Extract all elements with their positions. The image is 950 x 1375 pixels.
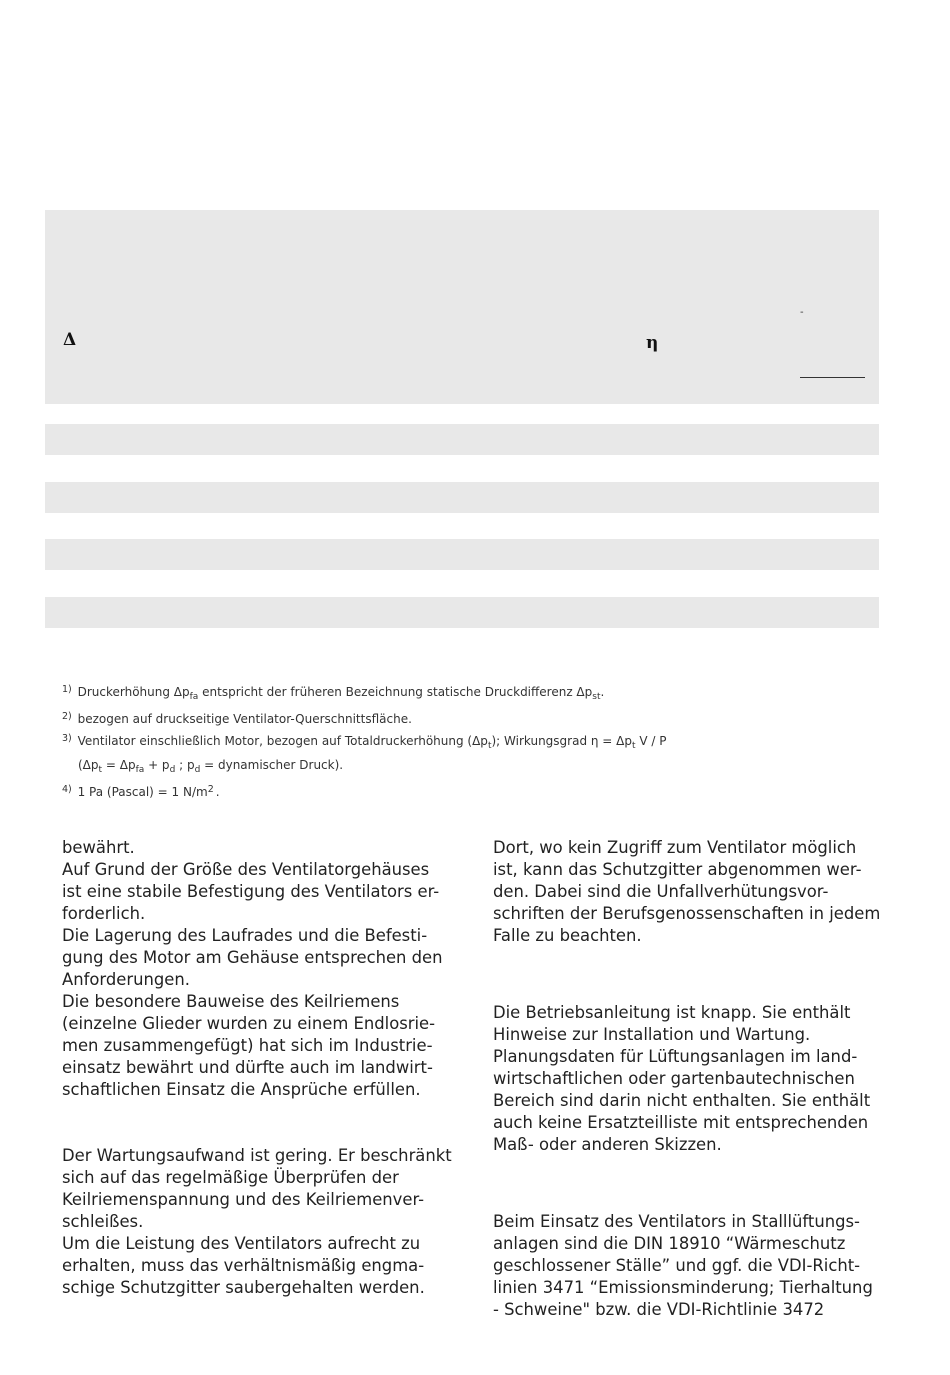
table-row bbox=[45, 539, 879, 570]
text-line: gung des Motor am Gehäuse entsprechen den bbox=[62, 948, 443, 967]
text-line: Dort, wo kein Zugriff zum Ventilator möglich bbox=[493, 838, 857, 857]
footnote-1 bbox=[62, 680, 842, 707]
text-line: forderlich. bbox=[62, 904, 146, 923]
text-line: Planungsdaten für Lüftungsanlagen im land- bbox=[493, 1047, 858, 1066]
text-line: - Schweine" bzw. die VDI-Richtlinie 3472 bbox=[493, 1300, 825, 1319]
footnote-text: V / P bbox=[635, 734, 667, 748]
footnote-text: entspricht der früheren Bezeichnung statische Druckdifferenz Δp bbox=[198, 685, 593, 699]
footnote-text: (Δp bbox=[78, 758, 99, 772]
text-line: bewährt. bbox=[62, 838, 135, 857]
text-line: Beim Einsatz des Ventilators in Stalllüftungs- bbox=[493, 1212, 860, 1231]
text-line: Die Lagerung des Laufrades und die Befesti- bbox=[62, 926, 428, 945]
footnote-text: Ventilator einschließlich Motor, bezogen auf Totaldruckerhöhung (Δp bbox=[77, 734, 488, 748]
text-line: linien 3471 “Emissionsminderung; Tierhaltung bbox=[493, 1278, 873, 1297]
header-dash: - bbox=[800, 307, 804, 318]
text-line: schleißes. bbox=[62, 1212, 144, 1231]
paragraph bbox=[493, 1211, 893, 1321]
text-line: Falle zu beachten. bbox=[493, 926, 642, 945]
text-line: auch keine Ersatzteilliste mit entsprechenden bbox=[493, 1113, 869, 1132]
footnote-2 bbox=[62, 707, 842, 729]
text-line: den. Dabei sind die Unfallverhütungsvor- bbox=[493, 882, 829, 901]
footnote-text: Druckerhöhung Δp bbox=[77, 685, 190, 699]
paragraph bbox=[62, 837, 462, 1101]
text-line: ist, kann das Schutzgitter abgenommen wer- bbox=[493, 860, 862, 879]
footnote-sub: t bbox=[632, 741, 636, 751]
text-line: ist eine stabile Befestigung des Ventilators er- bbox=[62, 882, 440, 901]
table-header bbox=[45, 210, 879, 404]
text-line: geschlossener Ställe” und ggf. die VDI-Richt- bbox=[493, 1256, 861, 1275]
footnote-text: = Δp bbox=[102, 758, 136, 772]
footnote-text: 1 Pa (Pascal) = 1 N/m bbox=[77, 785, 208, 799]
paragraph-gap bbox=[493, 947, 893, 1002]
left-column bbox=[62, 837, 462, 1299]
delta-symbol: Δ bbox=[63, 330, 77, 350]
footnote-sub: d bbox=[169, 765, 176, 775]
footnote-text: . bbox=[215, 785, 220, 799]
footnote-text: . bbox=[600, 685, 605, 699]
footnote-3-continued bbox=[62, 756, 842, 780]
paragraph bbox=[62, 1145, 462, 1299]
text-line: wirtschaftlichen oder gartenbautechnischen bbox=[493, 1069, 855, 1088]
text-line: Auf Grund der Größe des Ventilatorgehäuses bbox=[62, 860, 430, 879]
paragraph-gap bbox=[62, 1101, 462, 1145]
text-line: Maß- oder anderen Skizzen. bbox=[493, 1135, 722, 1154]
footnote-sub: fa bbox=[189, 692, 199, 702]
footnote-sub: d bbox=[194, 765, 201, 775]
right-column bbox=[493, 837, 893, 1321]
text-line: schaftlichen Einsatz die Ansprüche erfüllen. bbox=[62, 1080, 421, 1099]
table-row bbox=[45, 597, 879, 628]
footnote-text: ); Wirkungsgrad η = Δp bbox=[491, 734, 632, 748]
text-line: sich auf das regelmäßige Überprüfen der bbox=[62, 1168, 399, 1187]
text-line: Die besondere Bauweise des Keilriemens bbox=[62, 992, 400, 1011]
text-line: erhalten, muss das verhältnismäßig engma- bbox=[62, 1256, 425, 1275]
text-line: schige Schutzgitter saubergehalten werden. bbox=[62, 1278, 425, 1297]
footnote-mark: 4) bbox=[62, 784, 72, 795]
footnote-mark: 3) bbox=[62, 733, 72, 744]
text-line: Hinweise zur Installation und Wartung. bbox=[493, 1025, 811, 1044]
text-line: einsatz bewährt und dürfte auch im landwirt- bbox=[62, 1058, 433, 1077]
footnote-sub: t bbox=[487, 741, 492, 751]
table-row bbox=[45, 424, 879, 455]
paragraph bbox=[493, 1002, 893, 1156]
text-line: Die Betriebsanleitung ist knapp. Sie enthält bbox=[493, 1003, 851, 1022]
footnotes bbox=[62, 680, 842, 802]
text-line: Anforderungen. bbox=[62, 970, 190, 989]
text-line: men zusammengefügt) hat sich im Industrie- bbox=[62, 1036, 433, 1055]
text-line: anlagen sind die DIN 18910 “Wärmeschutz bbox=[493, 1234, 846, 1253]
paragraph-gap bbox=[493, 1156, 893, 1211]
footnote-text: bezogen auf druckseitige Ventilator-Querschnittsfläche. bbox=[77, 712, 412, 726]
footnote-text: + p bbox=[144, 758, 170, 772]
footnote-sub: fa bbox=[135, 765, 145, 775]
text-line: schriften der Berufsgenossenschaften in jedem bbox=[493, 904, 881, 923]
footnote-text: = dynamischer Druck). bbox=[200, 758, 344, 772]
text-line: Bereich sind darin nicht enthalten. Sie enthält bbox=[493, 1091, 871, 1110]
footnote-text: ; p bbox=[175, 758, 195, 772]
paragraph bbox=[493, 837, 893, 947]
footnote-mark: 1) bbox=[62, 684, 72, 695]
text-line: (einzelne Glieder wurden zu einem Endlosrie- bbox=[62, 1014, 436, 1033]
fraction-rule bbox=[800, 377, 865, 378]
footnote-sub: st bbox=[592, 692, 601, 702]
text-line: Der Wartungsaufwand ist gering. Er beschränkt bbox=[62, 1146, 452, 1165]
footnote-3 bbox=[62, 729, 842, 756]
footnote-4 bbox=[62, 780, 842, 802]
text-line: Keilriemenspannung und des Keilriemenver- bbox=[62, 1190, 425, 1209]
footnote-sub: t bbox=[98, 765, 103, 775]
table-row bbox=[45, 482, 879, 513]
text-line: Um die Leistung des Ventilators aufrecht zu bbox=[62, 1234, 421, 1253]
footnote-mark: 2) bbox=[62, 711, 72, 722]
eta-symbol: η bbox=[646, 333, 659, 353]
footnote-superscript: 2 bbox=[207, 784, 214, 795]
